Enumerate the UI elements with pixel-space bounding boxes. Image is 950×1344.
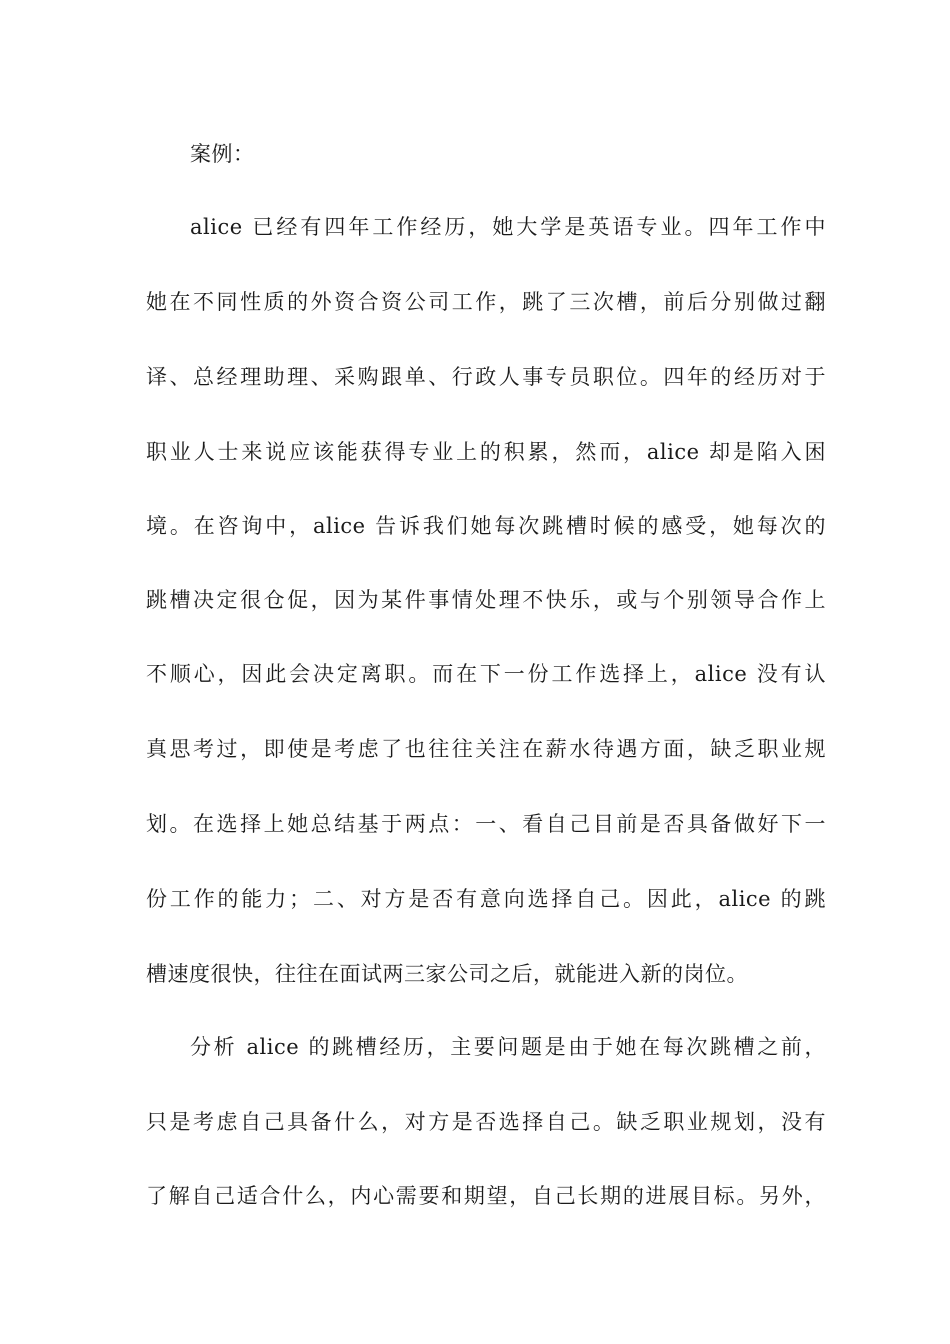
paragraph-line: 职业人士来说应该能获得专业上的积累，然而，alice 却是陷入困 bbox=[146, 440, 826, 464]
paragraph-line: alice 已经有四年工作经历，她大学是英语专业。四年工作中 bbox=[190, 215, 826, 239]
paragraph-line: 槽速度很快，往往在面试两三家公司之后，就能进入新的岗位。 bbox=[146, 962, 748, 986]
paragraph-line: 份工作的能力；二、对方是否有意向选择自己。因此，alice 的跳 bbox=[146, 887, 826, 911]
paragraph-line: 跳槽决定很仓促，因为某件事情处理不快乐，或与个别领导合作上 bbox=[146, 588, 826, 612]
paragraph-line: 她在不同性质的外资合资公司工作，跳了三次槽，前后分别做过翻 bbox=[146, 290, 826, 314]
paragraph-line: 译、总经理助理、采购跟单、行政人事专员职位。四年的经历对于 bbox=[146, 365, 826, 389]
case-heading: 案例： bbox=[190, 142, 255, 166]
paragraph-line: 境。在咨询中，alice 告诉我们她每次跳槽时候的感受，她每次的 bbox=[146, 514, 826, 538]
paragraph-line: 分析 alice 的跳槽经历，主要问题是由于她在每次跳槽之前， bbox=[190, 1035, 826, 1059]
paragraph-line: 只是考虑自己具备什么，对方是否选择自己。缺乏职业规划，没有 bbox=[146, 1110, 826, 1134]
paragraph-line: 了解自己适合什么，内心需要和期望，自己长期的进展目标。另外， bbox=[146, 1184, 826, 1208]
paragraph-line: 划。在选择上她总结基于两点：一、看自己目前是否具备做好下一 bbox=[146, 812, 826, 836]
paragraph-line: 真思考过，即使是考虑了也往往关注在薪水待遇方面，缺乏职业规 bbox=[146, 737, 826, 761]
paragraph-line: 不顺心，因此会决定离职。而在下一份工作选择上，alice 没有认 bbox=[146, 662, 826, 686]
